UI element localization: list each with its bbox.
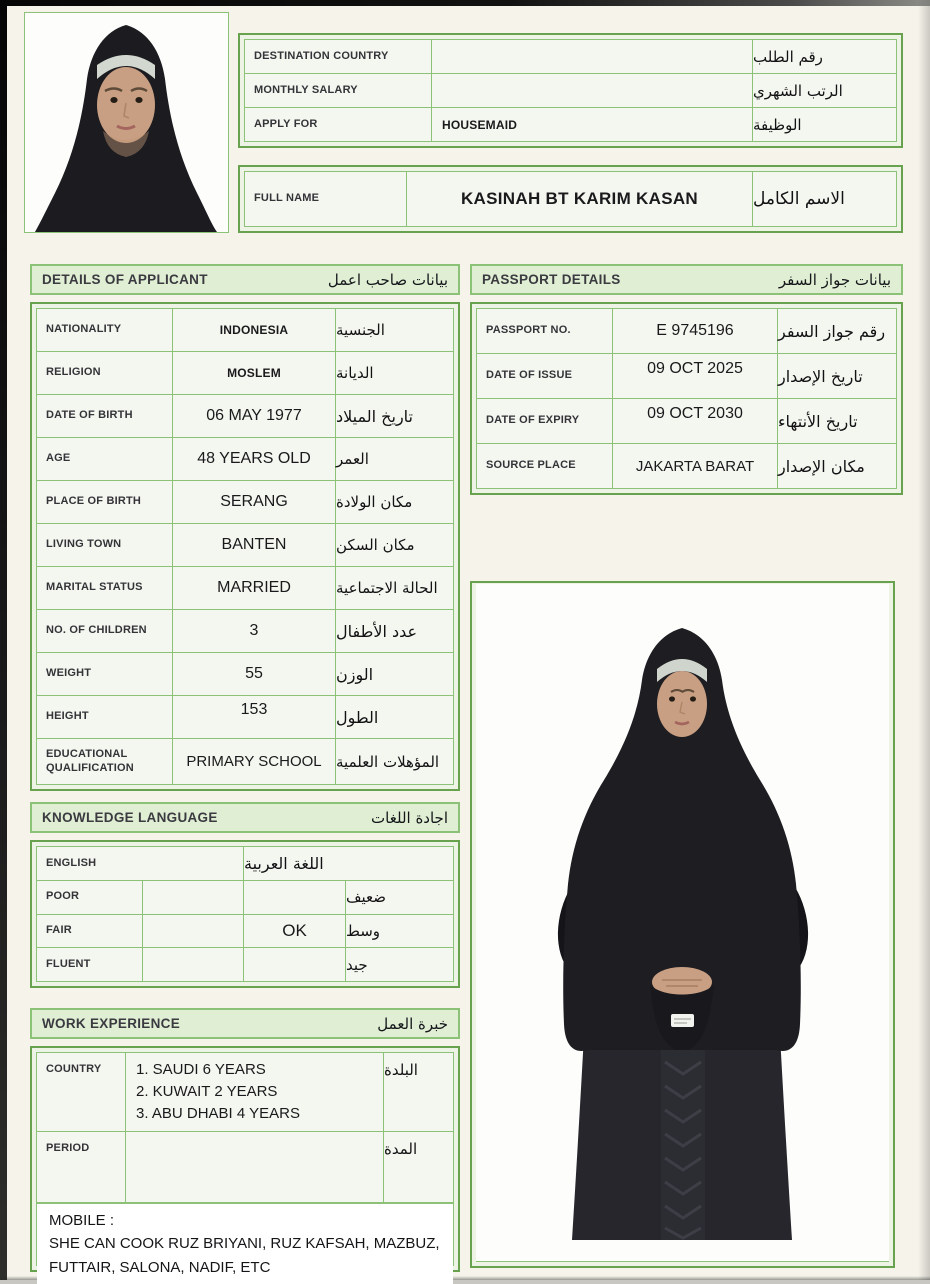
portrait-photo: [24, 12, 229, 233]
place-of-birth-value: SERANG: [173, 481, 336, 523]
country-value: [126, 1053, 384, 1131]
row-monthly-salary: [245, 74, 896, 108]
passport-section-title: PASSPORT DETAILS: [482, 272, 621, 287]
full-name-table: [238, 165, 903, 233]
row-fair: [37, 915, 453, 949]
passport-section-title-arabic: بيانات جواز السفر: [778, 270, 891, 289]
date-of-issue-label: DATE OF ISSUE: [477, 354, 613, 398]
period-value: [126, 1132, 384, 1202]
destination-country-label: DESTINATION COUNTRY: [245, 40, 432, 73]
work-experience-table: [30, 1046, 460, 1276]
destination-country-value: [432, 40, 753, 73]
row-place-of-birth: [37, 481, 453, 524]
mobile-note-box: [37, 1203, 453, 1284]
row-poor: [37, 881, 453, 915]
mobile-note-title: MOBILE :: [49, 1212, 115, 1229]
living-town-value: BANTEN: [173, 524, 336, 566]
marital-status-label: MARITAL STATUS: [37, 567, 173, 609]
age-value: 48 YEARS OLD: [173, 438, 336, 480]
weight-value: 55: [173, 653, 336, 695]
language-section-title-arabic: اجادة اللغات: [371, 808, 448, 827]
religion-label: RELIGION: [37, 352, 173, 394]
height-label: HEIGHT: [37, 696, 173, 738]
row-apply-for: [245, 108, 896, 141]
row-height: [37, 696, 453, 739]
educational-qualification-arabic-label: المؤهلات العلمية: [336, 752, 440, 771]
weight-label: WEIGHT: [37, 653, 173, 695]
apply-for-value: HOUSEMAID: [432, 108, 753, 141]
passport-no-value: E 9745196: [613, 309, 778, 353]
fair-label: FAIR: [37, 915, 143, 948]
period-arabic-label: المدة: [384, 1140, 418, 1158]
full-name-label: FULL NAME: [245, 172, 407, 226]
place-of-birth-label: PLACE OF BIRTH: [37, 481, 173, 523]
date-of-birth-value: 06 MAY 1977: [173, 395, 336, 437]
scan-edge-right: [918, 0, 930, 1280]
row-destination-country: [245, 40, 896, 74]
passport-no-arabic-label: رقم جواز السفر: [778, 321, 886, 341]
mobile-note-line-2: FUTTAIR, SALONA, NADIF, ETC: [49, 1258, 271, 1276]
religion-value: MOSLEM: [173, 352, 336, 394]
row-date-of-expiry: [477, 399, 896, 444]
fair-arabic-value: OK: [244, 915, 346, 948]
age-arabic-label: العمر: [336, 450, 369, 468]
full-name-value: KASINAH BT KARIM KASAN: [407, 172, 753, 226]
full-body-photo: [470, 581, 895, 1268]
top-info-table: [238, 33, 903, 148]
row-country: [37, 1053, 453, 1132]
date-of-birth-arabic-label: تاريخ الميلاد: [336, 406, 413, 426]
row-weight: [37, 653, 453, 696]
source-place-label: SOURCE PLACE: [477, 444, 613, 488]
educational-qualification-label: EDUCATIONAL QUALIFICATION: [37, 739, 173, 784]
date-of-issue-arabic-label: تاريخ الإصدار: [778, 366, 863, 386]
monthly-salary-label: MONTHLY SALARY: [245, 74, 432, 107]
marital-status-value: MARRIED: [173, 567, 336, 609]
scan-edge-left: [0, 0, 7, 1280]
row-date-of-birth: [37, 395, 453, 438]
language-section-title: KNOWLEDGE LANGUAGE: [42, 810, 218, 825]
row-living-town: [37, 524, 453, 567]
row-religion: [37, 352, 453, 395]
source-place-value: JAKARTA BARAT: [613, 444, 778, 488]
passport-no-label: PASSPORT NO.: [477, 309, 613, 353]
date-of-expiry-value: 09 OCT 2030: [613, 399, 778, 443]
marital-status-arabic-label: الحالة الاجتماعية: [336, 579, 438, 597]
full-body-photo-illustration: [476, 584, 889, 1261]
row-date-of-issue: [477, 354, 896, 399]
passport-details-table: [470, 302, 903, 495]
place-of-birth-arabic-label: مكان الولادة: [336, 493, 413, 511]
living-town-arabic-label: مكان السكن: [336, 536, 415, 554]
destination-country-arabic-label: رقم الطلب: [753, 47, 823, 66]
arabic-language-label: اللغة العربية: [244, 853, 324, 873]
educational-qualification-value: PRIMARY SCHOOL: [173, 739, 336, 784]
row-fluent: [37, 948, 453, 981]
mobile-note-line-1: SHE CAN COOK RUZ BRIYANI, RUZ KAFSAH, MAZBUZ,: [49, 1235, 440, 1253]
row-language-header: [37, 847, 453, 881]
religion-arabic-label: الديانة: [336, 364, 374, 382]
nationality-label: NATIONALITY: [37, 309, 173, 351]
apply-for-label: APPLY FOR: [245, 108, 432, 141]
country-label: COUNTRY: [37, 1053, 126, 1131]
full-name-arabic-label: الاسم الكامل: [753, 189, 845, 209]
applicant-details-table: [30, 302, 460, 791]
work-section-title: WORK EXPERIENCE: [42, 1016, 181, 1031]
country-line-2: 2. KUWAIT 2 YEARS: [136, 1082, 278, 1100]
date-of-expiry-label: DATE OF EXPIRY: [477, 399, 613, 443]
applicant-section-title-arabic: بيانات صاحب اعمل: [327, 270, 448, 289]
nationality-arabic-label: الجنسية: [336, 321, 385, 339]
row-age: [37, 438, 453, 481]
section-header-passport-details: [470, 264, 903, 295]
row-educational-qualification: [37, 739, 453, 784]
date-of-birth-label: DATE OF BIRTH: [37, 395, 173, 437]
no-of-children-label: NO. OF CHILDREN: [37, 610, 173, 652]
scan-edge-top: [0, 0, 930, 6]
age-label: AGE: [37, 438, 173, 480]
fluent-arabic-label: جيد: [346, 955, 368, 974]
date-of-issue-value: 09 OCT 2025: [613, 354, 778, 398]
row-full-name: [245, 172, 896, 226]
period-label: PERIOD: [37, 1132, 126, 1202]
no-of-children-arabic-label: عدد الأطفال: [336, 621, 418, 641]
country-line-1: 1. SAUDI 6 YEARS: [136, 1061, 266, 1078]
applicant-section-title: DETAILS OF APPLICANT: [42, 272, 208, 287]
fluent-arabic-value: [244, 948, 346, 981]
apply-for-arabic-label: الوظيفة: [753, 115, 802, 134]
section-header-details-of-applicant: [30, 264, 460, 295]
source-place-arabic-label: مكان الإصدار: [778, 456, 865, 476]
country-line-3: 3. ABU DHABI 4 YEARS: [136, 1104, 300, 1122]
living-town-label: LIVING TOWN: [37, 524, 173, 566]
fluent-label: FLUENT: [37, 948, 143, 981]
section-header-work-experience: [30, 1008, 460, 1039]
poor-arabic-value: [244, 881, 346, 914]
poor-english-value: [143, 881, 244, 914]
english-label: ENGLISH: [37, 847, 244, 880]
nationality-value: INDONESIA: [173, 309, 336, 351]
knowledge-language-table: [30, 840, 460, 988]
portrait-photo-illustration: [25, 13, 228, 232]
date-of-expiry-arabic-label: تاريخ الأنتهاء: [778, 411, 858, 431]
row-marital-status: [37, 567, 453, 610]
row-period: [37, 1132, 453, 1203]
no-of-children-value: 3: [173, 610, 336, 652]
row-passport-no: [477, 309, 896, 354]
work-section-title-arabic: خبرة العمل: [377, 1014, 448, 1033]
fair-arabic-label: وسط: [346, 921, 381, 940]
poor-arabic-label: ضعيف: [346, 888, 387, 907]
weight-arabic-label: الوزن: [336, 664, 374, 684]
poor-label: POOR: [37, 881, 143, 914]
monthly-salary-arabic-label: الرتب الشهري: [753, 81, 843, 100]
row-no-of-children: [37, 610, 453, 653]
row-source-place: [477, 444, 896, 488]
fair-english-value: [143, 915, 244, 948]
height-arabic-label: الطول: [336, 707, 379, 727]
fluent-english-value: [143, 948, 244, 981]
country-arabic-label: البلدة: [384, 1061, 418, 1079]
row-nationality: [37, 309, 453, 352]
height-value: 153: [173, 696, 336, 738]
monthly-salary-value: [432, 74, 753, 107]
section-header-knowledge-language: [30, 802, 460, 833]
